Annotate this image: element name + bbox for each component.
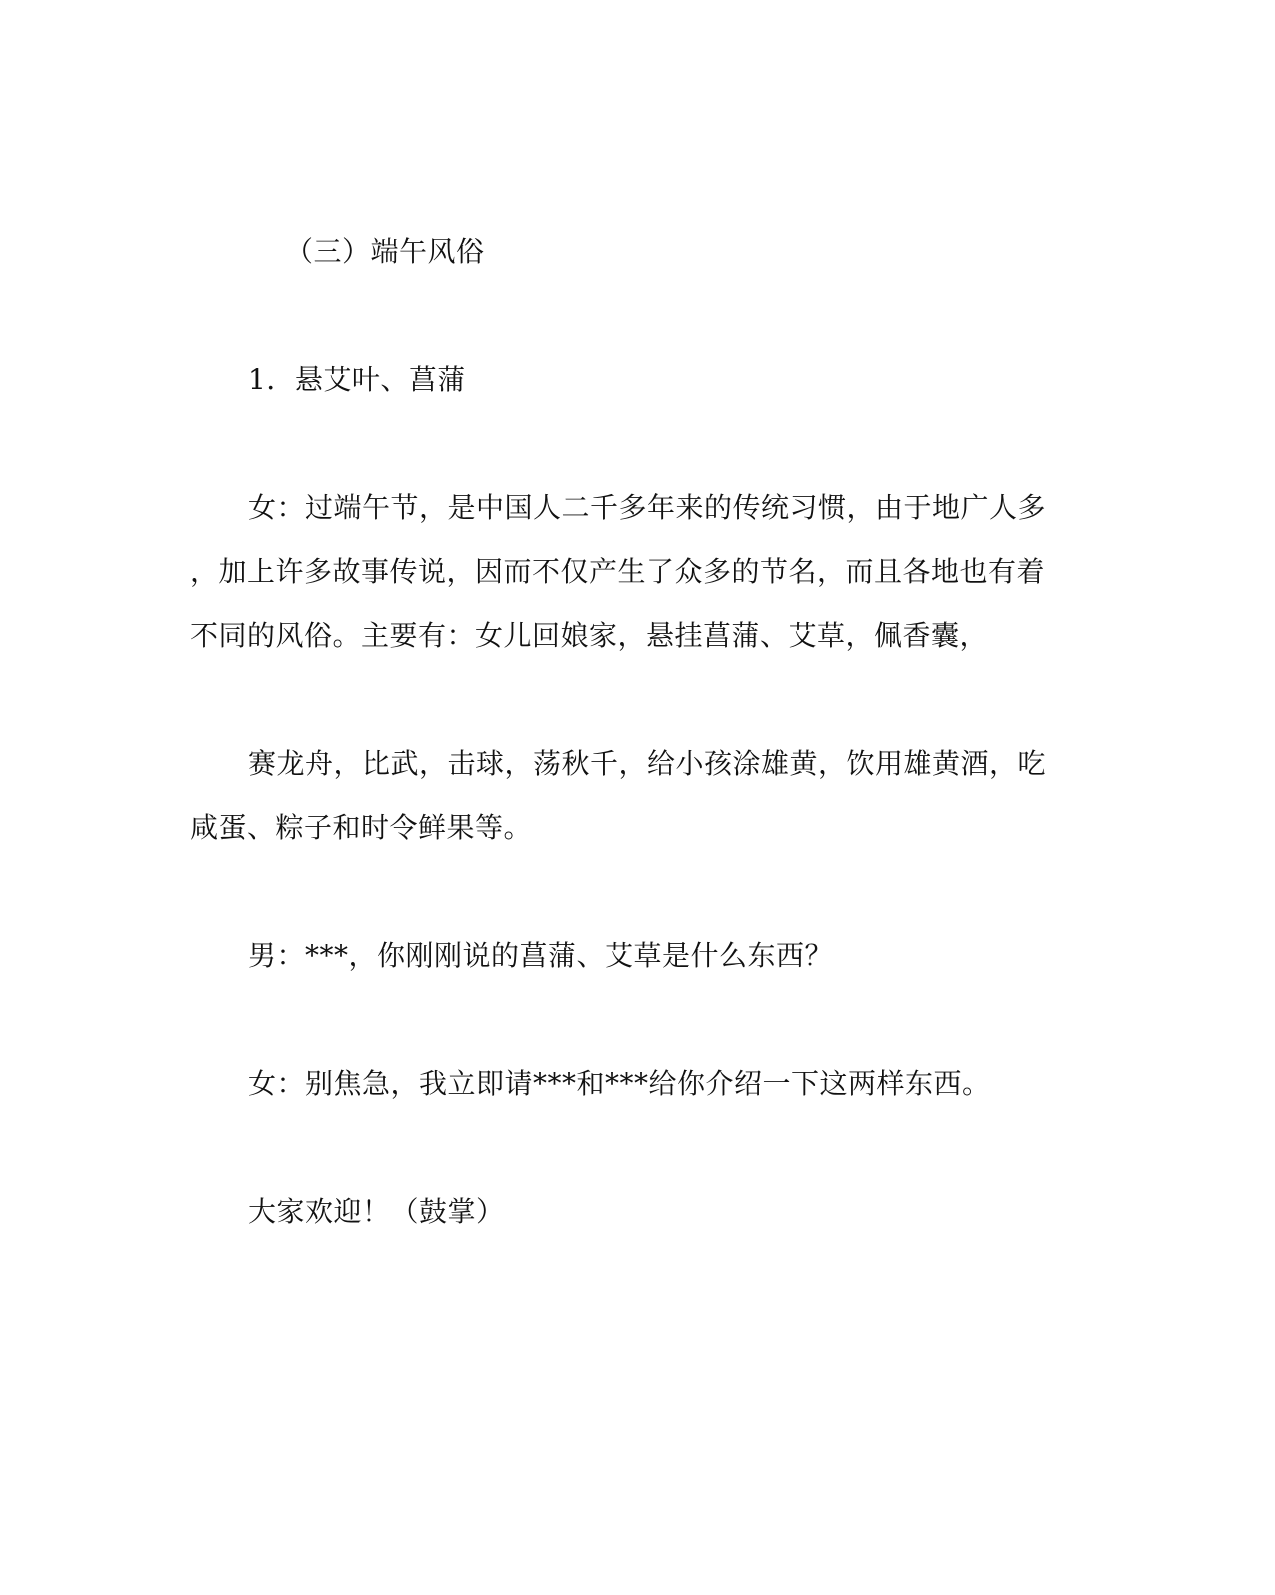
paragraph-1-line-1: 女：过端午节，是中国人二千多年来的传统习惯，由于地广人多 (248, 491, 1047, 524)
paragraph-2-line-2: 咸蛋、粽子和时令鲜果等。 (190, 811, 533, 844)
paragraph-5: 大家欢迎！（鼓掌） (248, 1195, 505, 1228)
paragraph-1-line-3: 不同的风俗。主要有：女儿回娘家，悬挂菖蒲、艾草，佩香囊， (190, 619, 989, 652)
paragraph-4: 女：别焦急，我立即请***和***给你介绍一下这两样东西。 (248, 1067, 991, 1100)
section-heading: （三）端午风俗 (285, 235, 485, 268)
subheading-item-1: 1．悬艾叶、菖蒲 (248, 363, 466, 396)
paragraph-1-line-2: ，加上许多故事传说，因而不仅产生了众多的节名，而且各地也有着 (190, 555, 1046, 588)
paragraph-3: 男：***，你刚刚说的菖蒲、艾草是什么东西？ (248, 939, 834, 972)
paragraph-2-line-1: 赛龙舟，比武，击球，荡秋千，给小孩涂雄黄，饮用雄黄酒，吃 (248, 747, 1047, 780)
